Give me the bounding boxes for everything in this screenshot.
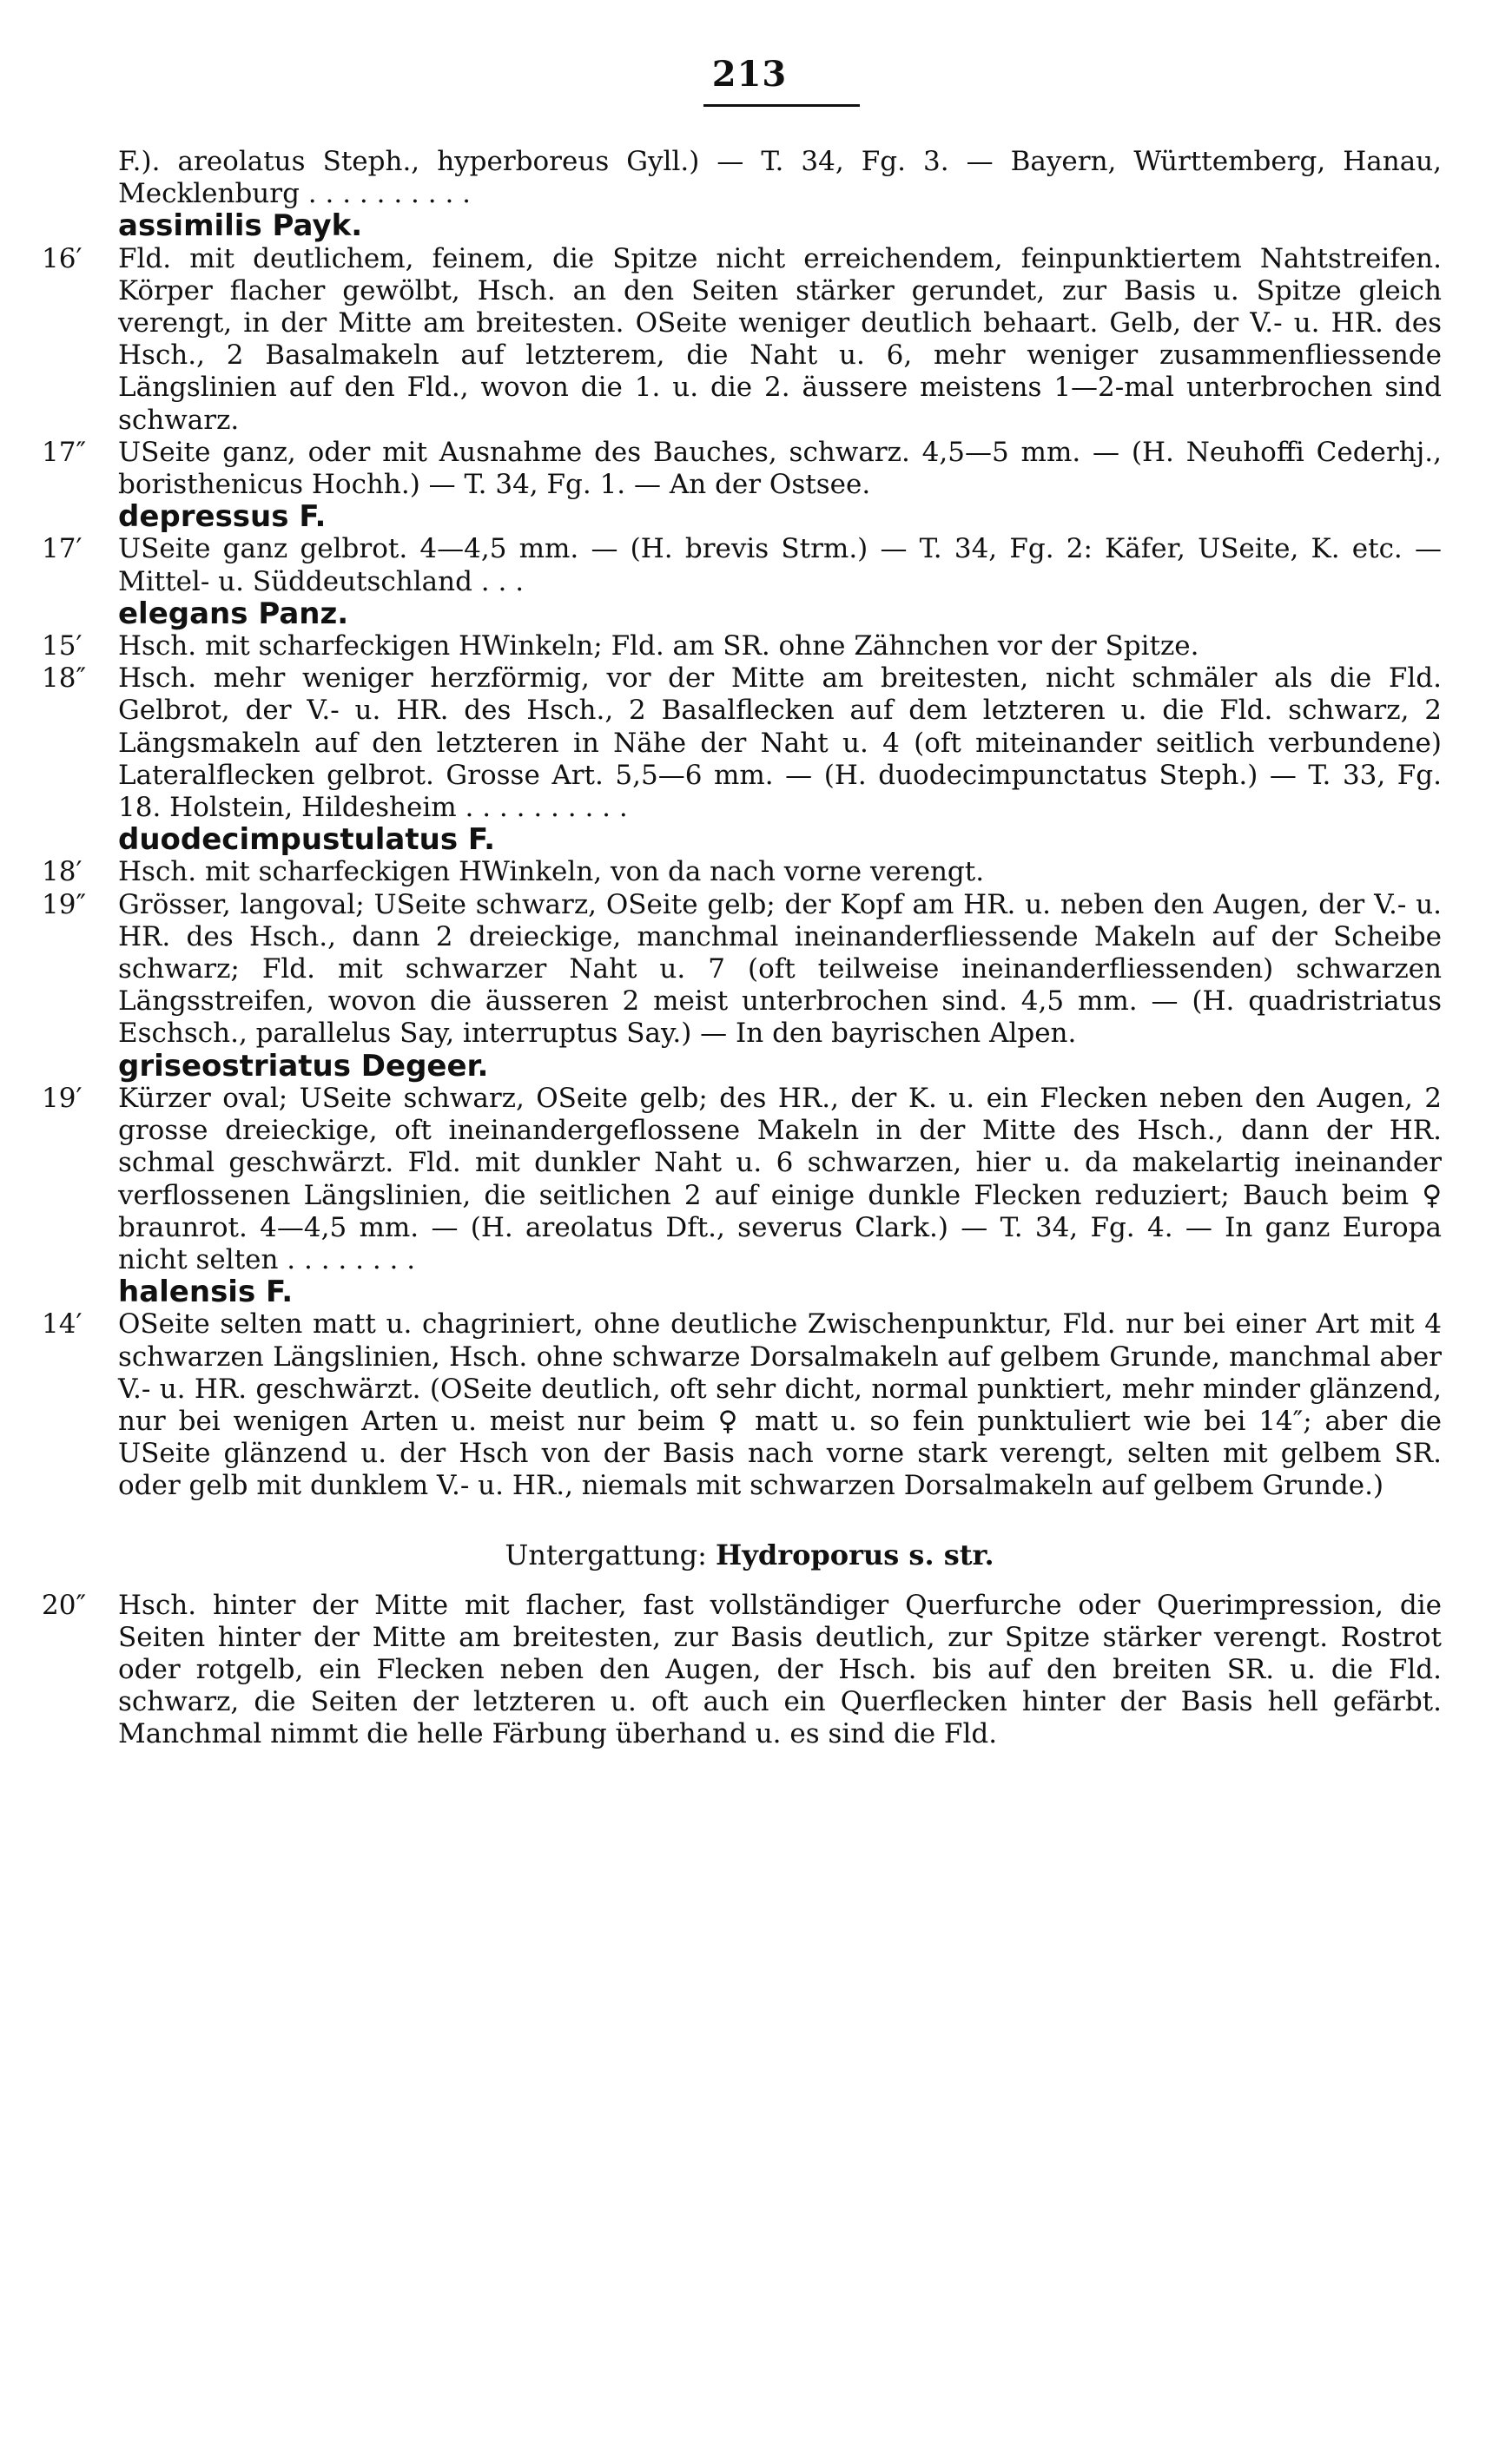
- species-name: griseostriatus Degeer.: [118, 1048, 489, 1084]
- entry-text: F.). areolatus Steph., hyperboreus Gyll.) — T. 34, Fg. 3. — Bayern, Württemberg, Hanau, Mecklenburg . . . . . . . . . .: [118, 146, 1442, 210]
- key-entry: [0, 1083, 1499, 1308]
- entry-number: 16′: [42, 242, 83, 274]
- key-entries: [0, 146, 1499, 1503]
- subgenus-prefix: Untergattung:: [505, 1538, 716, 1571]
- page-number: 213: [711, 54, 788, 95]
- entry-text: Hsch. mit scharfeckigen HWinkeln; Fld. am SR. ohne Zähnchen vor der Spitze.: [118, 630, 1199, 662]
- key-entries-continued: [0, 1590, 1499, 1751]
- key-entry: [0, 1308, 1499, 1502]
- species-name: depressus F.: [118, 499, 327, 535]
- key-entry: [0, 630, 1499, 662]
- entry-text: Fld. mit deutlichem, feinem, die Spitze nicht erreichendem, feinpunktiertem Nahtstreifen. Körper flacher gewölbt, Hsch. an den Seiten stärker gerundet, zur Basis u. Spitze gleich verengt, in der Mitte am breitesten. OSeite weniger deutlich behaart. Gelb, der V.- u. HR. des Hsch., 2 Basalmakeln auf letzterem, die Naht u. 6, mehr weniger zusammenfliessende Längslinien auf den Fld., wovon die 1. u. die 2. äussere meistens 1—2-mal unterbrochen sind schwarz.: [118, 242, 1442, 436]
- entry-number: 18′: [42, 856, 83, 888]
- entry-text: Kürzer oval; USeite schwarz, OSeite gelb; des HR., der K. u. ein Flecken neben den Augen, 2 grosse dreieckige, oft ineinandergeflossene Makeln in der Mitte des Hsch., dann der HR. schmal geschwärzt. Fld. mit dunkler Naht u. 6 schwarzen, hier u. da makelartig ineinander verflossenen Längslinien, die seitlichen 2 auf einige dunkle Flecken reduziert; Bauch beim ♀ braunrot. 4—4,5 mm. — (H. areolatus Dft., severus Clark.) — T. 34, Fg. 4. — In ganz Europa nicht selten . . . . . . . .: [118, 1082, 1442, 1275]
- entry-number: 14′: [42, 1308, 83, 1341]
- entry-number: 17″: [42, 436, 87, 468]
- species-name: halensis F.: [118, 1275, 294, 1310]
- key-entry: [0, 662, 1499, 856]
- entry-number: 18″: [42, 662, 87, 695]
- entry-text: USeite ganz, oder mit Ausnahme des Bauches, schwarz. 4,5—5 mm. — (H. Neuhoffi Cederhj., boristhenicus Hochh.) — T. 34, Fg. 1. — An der Ostsee.: [118, 436, 1442, 501]
- entry-text: Hsch. hinter der Mitte mit flacher, fast vollständiger Querfurche oder Querimpression, die Seiten hinter der Mitte am breitesten, zur Basis deutlich, zur Spitze stärker verengt. Rostrot oder rotgelb, ein Flecken neben den Augen, der Hsch. bis auf den breiten SR. u. die Fld. schwarz, die Seiten der letzteren u. oft auch ein Querflecken hinter der Basis hell gefärbt. Manchmal nimmt die helle Färbung überhand u. es sind die Fld.: [118, 1589, 1442, 1750]
- species-name: elegans Panz.: [118, 596, 349, 631]
- entry-number: 19″: [42, 888, 87, 920]
- subgenus-heading: [0, 1538, 1499, 1572]
- key-entry: [0, 243, 1499, 437]
- entry-number: 20″: [42, 1589, 87, 1621]
- page-number-rule: [703, 104, 860, 107]
- species-name: assimilis Payk.: [118, 208, 363, 244]
- entry-text: OSeite selten matt u. chagriniert, ohne deutliche Zwischenpunktur, Fld. nur bei einer Art mit 4 schwarzen Längslinien, Hsch. ohne schwarze Dorsalmakeln auf gelbem Grunde, manchmal aber V.- u. HR. geschwärzt. (OSeite deutlich, oft sehr dicht, normal punktiert, mehr minder glänzend, nur bei wenigen Arten u. meist nur beim ♀ matt u. so fein punktuliert wie bei 14″; aber die USeite glänzend u. der Hsch von der Basis nach vorne stark verengt, selten mit gelbem SR. oder gelb mit dunklem V.- u. HR., niemals mit schwarzen Dorsalmakeln auf gelbem Grunde.): [118, 1308, 1442, 1502]
- entry-number: 17′: [42, 533, 83, 565]
- entry-number: 19′: [42, 1082, 83, 1114]
- entry-number: 15′: [42, 630, 83, 662]
- subgenus-name: Hydroporus s. str.: [716, 1538, 994, 1571]
- key-entry: [0, 533, 1499, 630]
- key-entry: [0, 889, 1499, 1083]
- entry-text: USeite ganz gelbrot. 4—4,5 mm. — (H. brevis Strm.) — T. 34, Fg. 2: Käfer, USeite, K. etc. — Mittel- u. Süddeutschland . . .: [118, 533, 1442, 597]
- page-body: [0, 146, 1499, 1751]
- key-entry: [0, 437, 1499, 534]
- species-name: duodecimpustulatus F.: [118, 822, 496, 858]
- entry-text: Hsch. mit scharfeckigen HWinkeln, von da nach vorne verengt.: [118, 856, 985, 888]
- key-entry: [0, 856, 1499, 888]
- entry-text: Hsch. mehr weniger herzförmig, vor der Mitte am breitesten, nicht schmäler als die Fld. Gelbrot, der V.- u. HR. des Hsch., 2 Basalflecken auf dem letzteren u. die Fld. schwarz, 2 Längsmakeln auf den letzteren in Nähe der Naht u. 4 (oft miteinander seitlich verbundene) Lateralflecken gelbrot. Grosse Art. 5,5—6 mm. — (H. duodecimpunctatus Steph.) — T. 33, Fg. 18. Holstein, Hildesheim . . . . . . . . . .: [118, 662, 1442, 824]
- entry-text: Grösser, langoval; USeite schwarz, OSeite gelb; der Kopf am HR. u. neben den Augen, der V.- u. HR. des Hsch., dann 2 dreieckige, manchmal ineinanderfliessende Makeln auf der Scheibe schwarz; Fld. mit schwarzer Naht u. 7 (oft teilweise ineinanderfliessenden) schwarzen Längsstreifen, wovon die äusseren 2 meist unterbrochen sind. 4,5 mm. — (H. quadristriatus Eschsch., parallelus Say, interruptus Say.) — In den bayrischen Alpen.: [118, 888, 1442, 1050]
- key-entry: [0, 1590, 1499, 1751]
- key-entry: [0, 146, 1499, 243]
